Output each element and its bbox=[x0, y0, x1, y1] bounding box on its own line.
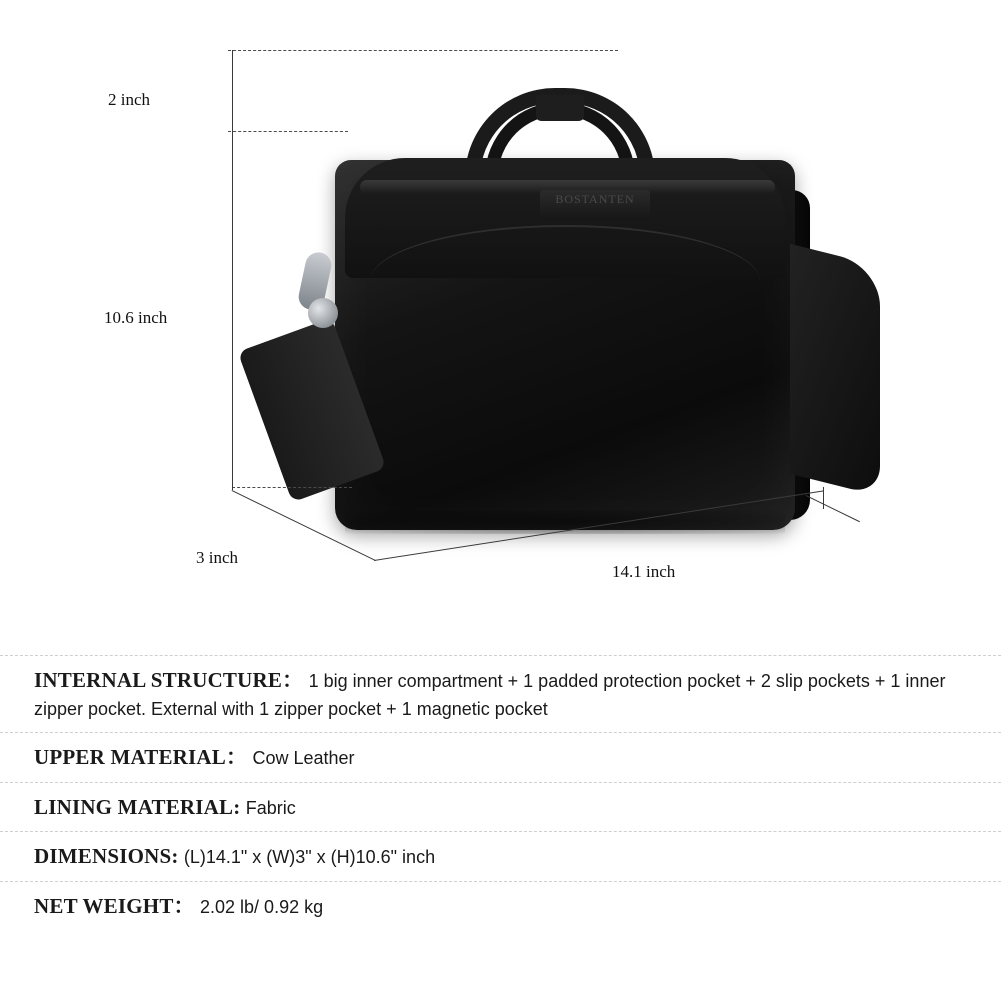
spec-row bbox=[0, 783, 1001, 833]
dimension-label-body-height: 10.6 inch bbox=[104, 308, 168, 327]
strap-ring-icon bbox=[308, 298, 338, 328]
dimension-label-top-height: 2 inch bbox=[108, 90, 151, 109]
brand-emboss: BOSTANTEN bbox=[540, 190, 650, 220]
spec-row bbox=[0, 832, 1001, 882]
spec-label-dimensions: DIMENSIONS: bbox=[34, 844, 179, 869]
spec-value-internal-structure: 1 big inner compartment + 1 padded protection pocket + 2 slip pockets + 1 inner zipper pocket. External with 1 zipper pocket + 1 magnetic pocket bbox=[34, 671, 946, 719]
guide-top-band bbox=[228, 131, 348, 132]
specifications-list bbox=[0, 655, 1001, 930]
spec-label-net-weight: NET WEIGHT： bbox=[34, 893, 195, 918]
spec-value-lining-material: Fabric bbox=[245, 797, 296, 818]
dimension-label-width: 14.1 inch bbox=[612, 562, 676, 581]
spec-label-upper-material: UPPER MATERIAL： bbox=[34, 745, 248, 770]
spec-label-internal-structure: INTERNAL STRUCTURE： bbox=[34, 668, 304, 692]
spec-row bbox=[0, 733, 1001, 783]
spec-value-dimensions: (L)14.1" x (W)3" x (H)10.6" inch bbox=[183, 847, 436, 868]
spec-label-lining-material: LINING MATERIAL: bbox=[34, 794, 241, 819]
briefcase-illustration bbox=[250, 40, 870, 510]
guide-vertical-left bbox=[232, 50, 233, 490]
dimension-label-depth: 3 inch bbox=[196, 548, 239, 567]
spec-row bbox=[0, 882, 1001, 931]
spec-row bbox=[0, 655, 1001, 733]
guide-bottom bbox=[232, 487, 352, 488]
handle-wrap bbox=[536, 95, 584, 121]
shoulder-strap-right bbox=[790, 244, 880, 496]
spec-value-net-weight: 2.02 lb/ 0.92 kg bbox=[200, 896, 324, 917]
spec-value-upper-material: Cow Leather bbox=[252, 748, 355, 769]
guide-top bbox=[228, 50, 618, 51]
